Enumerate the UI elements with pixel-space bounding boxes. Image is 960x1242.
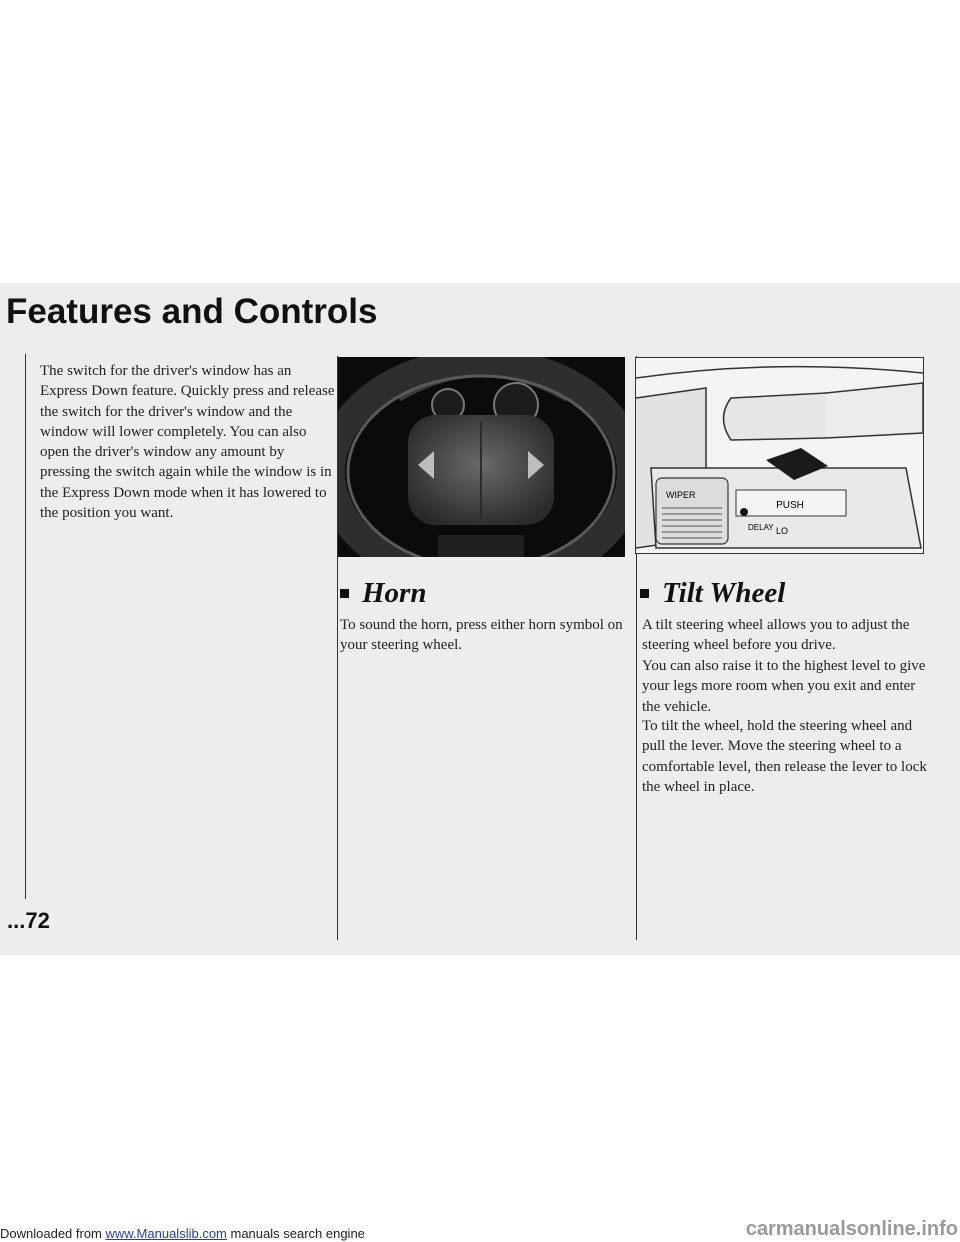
wiper-label: WIPER [666,490,696,500]
page-number: ...72 [7,908,50,933]
push-label: PUSH [776,500,804,511]
tilt-lever-image [636,358,923,553]
tilt-paragraph-2: You can also raise it to the highest level to give your legs more room when you exit and enter the vehicle. [642,658,926,715]
express-down-text: The switch for the driver's window has an Express Down feature. Quickly press and release the switch for the driver's window and the window will lower completely. You can also open the driver's window any amount by pressing the switch again while the window is in the Express Down mode when it has lowered to the position you want. [40,363,335,522]
steering-wheel-photo [338,357,625,557]
lo-label: LO [776,526,789,536]
download-footer [0,1226,365,1241]
section-title: Features and Controls [6,292,378,331]
manualslib-link[interactable]: www.Manualslib.com [105,1226,227,1241]
steering-wheel-image [338,357,625,557]
horn-heading-label: Horn [362,577,427,609]
horn-heading [340,577,426,610]
watermark-text: carmanualsonline.info [745,1218,958,1240]
tilt-paragraph-1: A tilt steering wheel allows you to adjust the steering wheel before you drive. [642,617,910,654]
delay-label: DELAY [748,523,774,532]
footer-suffix: manuals search engine [226,1226,365,1241]
column-rule-left [25,354,26,899]
footer-prefix: Downloaded from [0,1226,106,1241]
tilt-lever-illustration [635,357,924,554]
tilt-wheel-heading [640,577,785,610]
tilt-wheel-heading-label: Tilt Wheel [662,577,786,609]
bullet-icon [640,589,649,598]
tilt-paragraph-3: To tilt the wheel, hold the steering wheel and pull the lever. Move the steering wheel to a comfortable level, then release the lever to lock the wheel in place. [642,718,927,795]
bullet-icon [340,589,349,598]
horn-text: To sound the horn, press either horn symbol on your steering wheel. [340,617,623,654]
